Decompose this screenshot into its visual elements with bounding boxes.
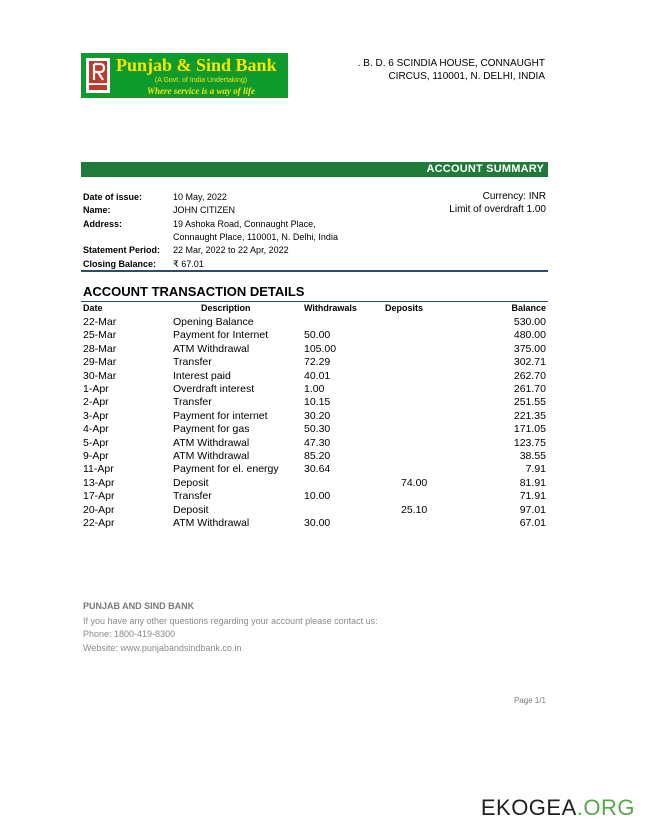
closing-balance-value: ₹ 67.01 [173,259,204,269]
table-row [0,437,647,450]
address-label: Address: [83,219,123,229]
closing-balance-label: Closing Balance: [83,259,157,269]
address-line1: 19 Ashoka Road, Connaught Place, [173,219,316,229]
row-deposit: 25.10 [401,503,428,516]
row-withdrawal: 50.00 [304,329,331,342]
bank-emblem-icon [86,58,110,93]
row-date: 30-Mar [83,369,117,382]
logo-bank-name: Punjab & Sind Bank [116,55,277,75]
row-withdrawal: 105.00 [304,342,337,355]
row-withdrawal: 50.30 [304,423,331,436]
row-balance: 7.91 [525,463,546,476]
row-deposit: 74.00 [401,476,428,489]
row-date: 17-Apr [83,490,115,503]
row-withdrawal: 47.30 [304,436,331,449]
row-balance: 530.00 [513,316,546,328]
footer-title: PUNJAB AND SIND BANK [83,601,195,611]
row-withdrawal: 72.29 [304,356,331,369]
row-description: Payment for el. energy [173,463,279,476]
row-description: ATM Withdrawal [173,436,250,449]
table-row [0,490,647,503]
table-row [0,396,647,409]
account-summary-title: ACCOUNT SUMMARY [426,163,544,175]
date-of-issue-value: 10 May, 2022 [173,192,227,202]
table-row [0,517,647,530]
row-date: 2-Apr [83,396,109,409]
row-description: ATM Withdrawal [173,517,250,529]
table-row [0,329,647,342]
row-description: Interest paid [173,369,231,382]
row-date: 22-Mar [83,316,117,328]
row-date: 9-Apr [83,450,109,462]
row-description: Opening Balance [173,316,254,328]
row-date: 11-Apr [83,463,114,476]
summary-divider [81,270,548,272]
row-balance: 67.01 [519,517,546,529]
row-date: 4-Apr [83,423,109,436]
statement-period-value: 22 Mar, 2022 to 22 Apr, 2022 [173,245,289,255]
row-date: 13-Apr [83,476,115,489]
header-date: Date [83,303,103,313]
row-description: Deposit [173,503,209,516]
bank-address-line1: . B. D. 6 SCINDIA HOUSE, CONNAUGHT [357,58,545,69]
row-balance: 221.35 [513,409,546,422]
row-withdrawal: 10.15 [304,396,331,409]
row-date: 29-Mar [83,356,117,369]
row-balance: 97.01 [519,503,546,516]
table-row [0,450,647,463]
currency: Currency: INR [482,191,546,202]
row-withdrawal: 10.00 [304,490,331,503]
date-of-issue-label: Date of issue: [83,192,143,202]
row-description: Deposit [173,476,209,489]
row-balance: 71.91 [519,490,546,503]
watermark-part2: .ORG [576,795,635,820]
row-date: 1-Apr [83,383,109,395]
table-row [0,463,647,476]
account-summary-banner [81,162,548,177]
watermark-part1: EKOGEA [480,795,577,820]
row-description: Payment for gas [173,423,250,436]
row-description: Payment for Internet [173,329,269,342]
header-description: Description [201,303,251,313]
header-deposits: Deposits [385,303,424,313]
row-balance: 480.00 [513,329,546,342]
watermark [481,795,635,821]
row-date: 25-Mar [83,329,117,342]
footer-contact-line: If you have any other questions regarding your account please contact us: [83,616,378,626]
table-row [0,410,647,423]
overdraft-limit: Limit of overdraft 1.00 [449,204,546,215]
logo-tagline: Where service is a way of life [147,86,255,96]
row-description: ATM Withdrawal [173,450,250,462]
transaction-details-title: ACCOUNT TRANSACTION DETAILS [83,284,305,299]
row-withdrawal: 30.00 [304,517,331,529]
logo-subtitle: (A Govt. of India Undertaking) [154,77,248,84]
row-description: ATM Withdrawal [173,342,250,355]
bank-logo [81,53,288,98]
row-description: Transfer [173,356,212,369]
table-row [0,477,647,490]
row-withdrawal: 40.01 [304,369,331,382]
page-number: Page 1/1 [513,696,546,705]
row-balance: 171.05 [513,423,546,436]
table-row [0,370,647,383]
row-balance: 302.71 [513,356,546,369]
name-value: JOHN CITIZEN [173,205,235,215]
row-balance: 262.70 [513,369,546,382]
row-date: 5-Apr [83,436,109,449]
row-balance: 261.70 [513,383,546,395]
table-row [0,316,647,329]
table-row [0,356,647,369]
table-row [0,343,647,356]
row-date: 28-Mar [83,342,117,355]
row-withdrawal: 85.20 [304,450,331,462]
name-label: Name: [83,205,111,215]
bank-address-line2: CIRCUS, 110001, N. DELHI, INDIA [388,71,545,82]
footer-website: Website: www.punjabandsindbank.co.in [83,643,242,653]
row-description: Payment for internet [173,409,268,422]
row-withdrawal: 30.20 [304,409,331,422]
row-balance: 81.91 [519,476,546,489]
footer-phone: Phone: 1800-419-8300 [83,629,176,639]
transaction-divider [81,301,548,302]
row-balance: 38.55 [519,450,546,462]
header-balance: Balance [511,303,546,313]
row-balance: 123.75 [513,436,546,449]
bank-address [315,57,545,83]
row-balance: 375.00 [513,342,546,355]
row-withdrawal: 1.00 [304,383,325,395]
address-line2: Connaught Place, 110001, N. Delhi, India [173,232,338,242]
row-withdrawal: 30.64 [304,463,331,476]
header-withdrawals: Withdrawals [304,303,357,313]
row-balance: 251.55 [513,396,546,409]
statement-period-label: Statement Period: [83,245,161,255]
row-date: 3-Apr [83,409,109,422]
row-date: 20-Apr [83,503,115,516]
table-row [0,423,647,436]
row-description: Transfer [173,490,212,503]
table-row [0,383,647,396]
row-description: Transfer [173,396,212,409]
row-description: Overdraft interest [173,383,255,395]
table-row [0,504,647,517]
row-date: 22-Apr [83,517,115,529]
